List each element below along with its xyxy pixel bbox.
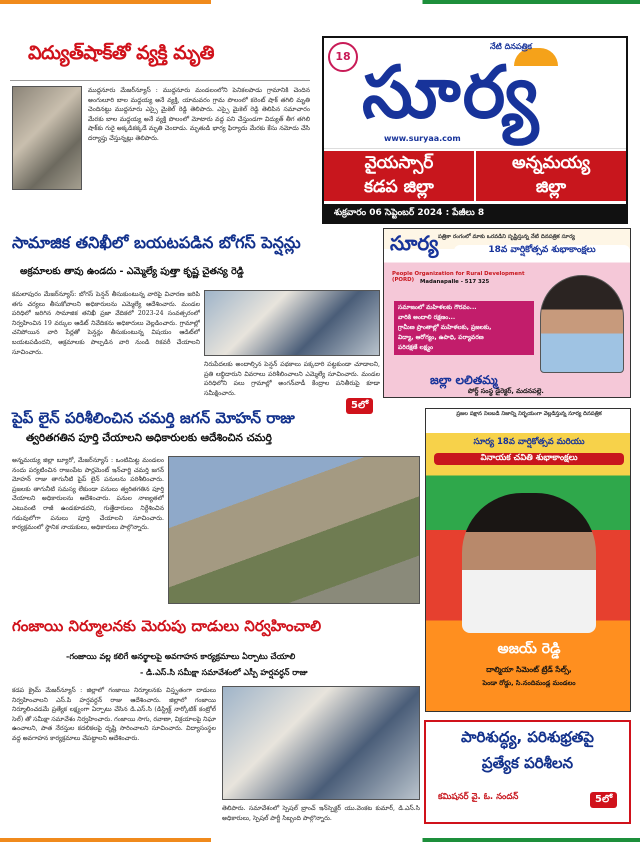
edition-annamayya (476, 151, 626, 201)
ad1-message-line: వారికి అందాలి రక్షణం... (398, 314, 456, 321)
story2-continued-badge[interactable]: 5లో (346, 398, 373, 414)
ad1-brand: సూర్య (390, 231, 439, 255)
ad2-title: దాల్మియా సిమెంట్ ట్రేడ్ సేల్స్, (486, 665, 572, 674)
story4-sub1: -గంజాయి వల్ల కలిగే అనర్థాలపై అవగాహన కార్యక్రమాలు ఏర్పాటు చేయాలి (66, 652, 296, 661)
bottom-tricolor-stripe (0, 838, 640, 842)
ad2-top: ప్రజల పక్షాన నిలబడి నిజాన్ని నిర్భయంగా వెల్లడిస్తున్న సూర్య దినపత్రిక (456, 411, 602, 417)
story4-headline: గంజాయి నిర్మూలనకు మెరుపు దాడులు నిర్వహించాలి (12, 617, 322, 635)
ad1-top-line: పత్రికా రంగంలో మాకు ఒరవడిని సృష్టిస్తున్న నేటి దినపత్రిక సూర్య (438, 234, 575, 240)
sanitation-line1: పారిశుద్ధ్య, పరిశుభ్రతపై (461, 728, 594, 746)
ad1-place: Madanapalle - 517 325 (420, 279, 490, 285)
story2-body-left: కమలాపురం మేజర్‌న్యూస్: బోగస్ పెన్షన్ తీసుకుంటున్న వారిపై విచారణ జరిపి తగు చర్యలు తీసుకోవాలని అధికారులను ఎమ్మెల్యే ఆదేశించారు. మండల పరిధిలో జరిగిన సామాజిక తనిఖీ ప్రజా వేదికలో 2023-24 సంవత్సరంలో నిర్వహించిన 19 వర్కుల ఆడిట్ నివేదికను అధికారులు వెల్లడించారు. గ్రామాల్లో చనిపోయిన వారి పేర్లతో పెన్షన్లు తీసుకుంటున్న విషయం ఆడిట్‌లో బయటపడిందని, అక్రమాలకు పాల్పడిన వారి నుండి రికవరీ చేయాలని సూచించారు. (12, 291, 200, 356)
ad1-portrait (540, 275, 624, 373)
edition-kadapa-line2: కడప జిల్లా (364, 177, 434, 197)
sanitation-box (424, 720, 631, 824)
edition-annamayya-line1: అన్నమయ్య (511, 153, 591, 173)
dateline: శుక్రవారం 06 సెప్టెంబర్ 2024 : పేజీలు 8 (324, 204, 626, 222)
edition-kadapa (324, 151, 474, 201)
ad2-name: అజయ్ రెడ్డి (497, 641, 561, 657)
ad2-wish: వినాయక చవితి శుభాకాంక్షలు (434, 453, 624, 465)
ad1-message (394, 301, 534, 355)
ad-ajay-reddy (425, 408, 631, 712)
ad1-message-line: పరిరక్షణే లక్ష్యం (398, 344, 434, 351)
ad2-anniversary: సూర్య 18వ వార్షికోత్సవ మరియు (473, 437, 585, 447)
story3-body: అన్నమయ్య జిల్లా బ్యూరో, మేజర్‌న్యూస్ : ఒంటిమిట్ట మండలం నందు పర్యటించిన రాజంపేట పార్లమెంట్ ఇన్‌చార్జి చమర్తి జగన్ మోహన్ రాజు తాగునీటి పైప్ లైన్ పనులను పరిశీలించారు. ప్రజలకు తాగునీటి సమస్య లేకుండా పనులు త్వరితగతిన పూర్తి చేయాలని అధికారులను ఆదేశించారు. పనుల నాణ్యతలో ఎటువంటి రాజీ ఉండకూడదని, గుత్తేదారులు నిర్దేశించిన గడువులోగా పనులు పూర్తి చేయాలని సూచించారు. కార్యక్రమంలో స్థానిక నాయకులు, అధికారులు పాల్గొన్నారు. (12, 457, 164, 532)
ad1-name: జల్లా లలితమ్మ (430, 373, 498, 387)
story4-photo (222, 686, 420, 800)
story3-headline: పైప్ లైన్ పరిశీలించిన చమర్తి జగన్ మోహన్ రాజు (12, 409, 295, 427)
ad1-title: పోర్డ్ సంస్థ డైరెక్టర్, మదనపల్లె. (468, 387, 544, 395)
story1-body: ముద్దనూరు మేజర్‌న్యూస్ : ముద్దనూరు మండలంలోని పెనికలపాడు గ్రామానికి చెందిన అంగులూరి బాల మద్దయ్య అనే వ్యక్తి, యామవరం గ్రామ పొలంలో కరెంట్ షాక్ తగిలి మృతి చెందినట్టు ముద్దనూరు ఎస్సై మైకెల్ రెడ్డి తెలిపారు. ఎస్సై మైకెల్ రెడ్డి తెలిపిన సమాచారం మేరకు బాల మద్దయ్య అనే వ్యక్తి పొలంలో మోటారు వద్ద పని చేస్తుండగా విద్యుత్ తీగ తగిలి షాక్‌కు గురై అక్కడికక్కడే మృతి చెందాడు. మృతుడి భార్య ఫిర్యాదు మేరకు కేసు నమోదు చేసి దర్యాప్తు చేస్తున్నట్లు తెలిపారు. (88, 87, 310, 142)
story2-headline: సామాజిక తనిఖీలో బయటపడిన బోగస్ పెన్షన్లు (12, 233, 301, 252)
masthead-tagline: నేటి దినపత్రిక (490, 42, 532, 51)
ad2-portrait (462, 493, 596, 633)
edition-kadapa-line1: వైయస్సార్ (364, 153, 434, 173)
ad1-anniversary: 18వ వార్షికోత్సవ శుభాకాంక్షలు (454, 245, 630, 257)
ad1-message-line: విద్యా, ఆరోగ్యం, ఉపాధి, పర్యావరణ (398, 334, 484, 341)
story3-photo (168, 456, 420, 604)
masthead-logo-area (324, 38, 626, 148)
story3-subhead: త్వరితగతిన పూర్తి చేయాలని అధికారులకు ఆదేశించిన చమర్తి (26, 432, 272, 444)
story2-photo (204, 290, 380, 356)
ad2-place: పెండా రోడ్డు, సి.నందిమండ్ల మండలం (482, 679, 576, 687)
top-tricolor-stripe (0, 0, 640, 4)
masthead-brand: సూర్య (362, 50, 541, 134)
masthead-editions (324, 148, 626, 202)
story4-body-left: కడప క్రైమ్ మేజర్‌న్యూస్ : జిల్లాలో గంజాయి నిర్మూలనకు విస్తృతంగా దాడులు నిర్వహించాలని ఎస్.పి హర్షవర్ధన్ రాజు ఆదేశించారు. జిల్లాలో గంజాయి నిర్మూలించడమే ప్రత్యేక లక్ష్యంగా ఏర్పాటు చేసిన డి.ఎస్.సి (డిస్ట్రిక్ట్ నార్కోటిక్ కంట్రోల్ సెల్) తో సమీక్షా సమావేశం నిర్వహించారు. గంజాయి సాగు, రవాణా, విక్రయాలపై నిఘా ఉంచాలని, పాత నేరస్తుల కదలికలపై దృష్టి సారించాలని సూచించారు. విద్యాసంస్థల వద్ద అవగాహన కార్యక్రమాలు చేపట్టాలని ఆదేశించారు. (12, 687, 216, 742)
edition-annamayya-line2: జిల్లా (535, 177, 567, 197)
anniversary-badge: 18 (328, 42, 358, 72)
story2-subhead: అక్రమాలకు తావు ఉండదు - ఎమ్మెల్యే పుత్తా కృష్ణ చైతన్య రెడ్డి (20, 266, 244, 277)
story4-body-right: తెలిపారు. సమావేశంలో స్పెషల్ బ్రాంచ్ ఇన్‌స్పెక్టర్ యు.వెంకట కుమార్, డి.ఎస్.సి అధికారులు, స్పెషల్ పార్టీ సిబ్బంది పాల్గొన్నారు. (222, 805, 420, 822)
story1-photo (12, 86, 82, 190)
ad1-message-line: సమాజంలో మహిళలకు గౌరవం... (398, 304, 477, 311)
ad1-message-line: గ్రామీణ ప్రాంతాల్లో మహిళలకు, ప్రజలకు, (398, 324, 492, 331)
story1-headline: విద్యుత్‌షాక్‌తో వ్యక్తి మృతి (28, 42, 214, 64)
story1-divider (10, 80, 310, 81)
sanitation-continued-badge[interactable]: 5లో (590, 792, 617, 808)
ad-surya-anniversary-lalitamma (383, 228, 631, 398)
masthead-website[interactable]: www.suryaa.com (384, 134, 461, 143)
masthead (322, 36, 628, 224)
ad1-org: People Organization for Rural Development (PORD) (392, 271, 525, 283)
story2-body-right: నిరుపేదలకు అందాల్సిన పెన్షన్ పథకాలు పక్కదారి పట్టకుండా చూడాలని, ప్రతి లబ్ధిదారుని వివరాలు పరిశీలించాలని ఎమ్మెల్యే సూచించారు. మండల పరిధిలోని పలు గ్రామాల్లో అంగన్‌వాడీ కేంద్రాల పనితీరుపై కూడా సమీక్షించారు. (204, 361, 380, 397)
sanitation-line2: ప్రత్యేక పరిశీలన (481, 754, 574, 772)
story4-sub2: - డి.ఎస్.సి సమీక్షా సమావేశంలో ఎస్పీ హర్షవర్ధన్ రాజు (140, 668, 308, 677)
sanitation-byline: కమిషనర్ వై. ఓ. నందన్ (438, 792, 519, 802)
